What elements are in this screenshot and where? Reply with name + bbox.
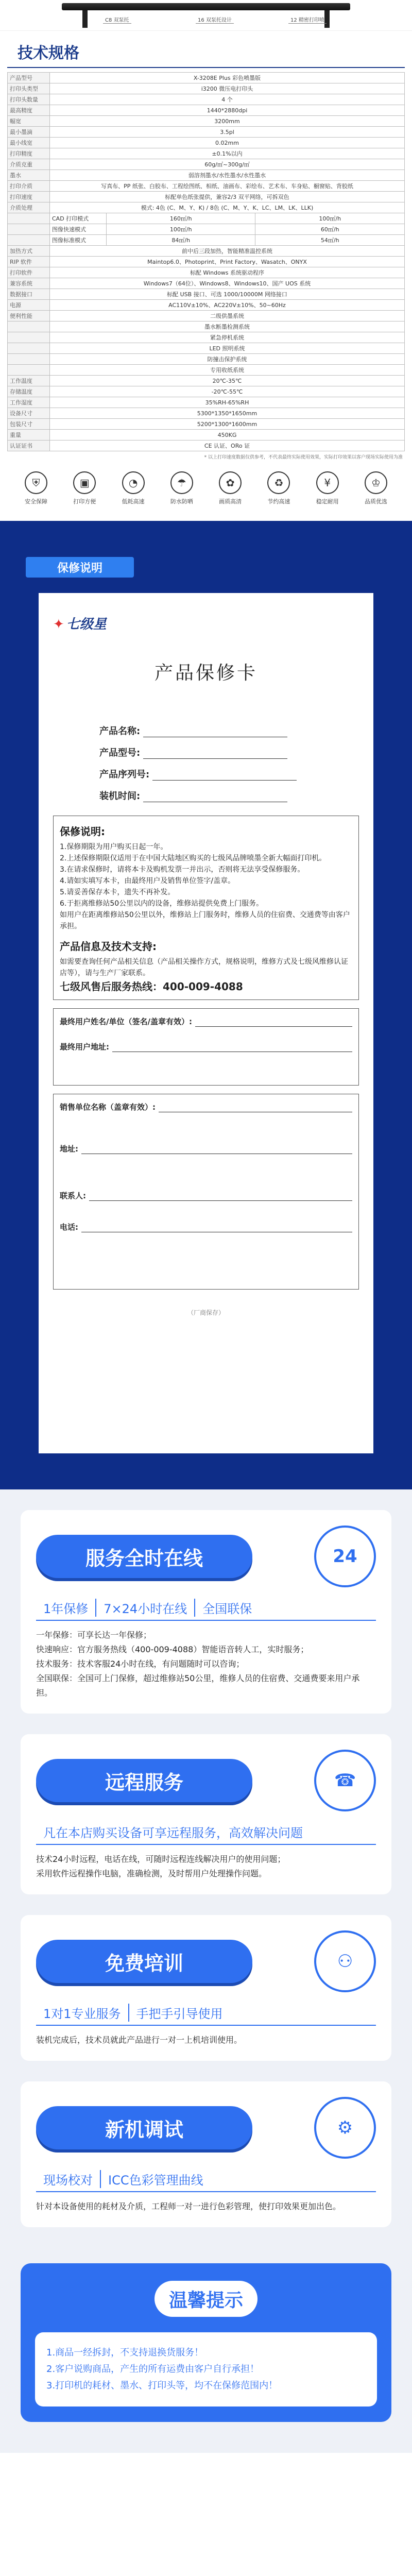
feature-label: 打印方便 [73,498,96,505]
tips-wrapper [0,2263,412,2453]
spec-note: * 以上打印速度数据仅供参考，不代表最终实际使用效果，实际打印效果以客户现场实际使用为准 [204,455,403,460]
spec-value: AC110V±10%、AC220V±10%、50~60Hz [50,300,405,311]
spec-value: -20℃-55℃ [50,386,405,397]
spec-key [8,235,50,246]
spec-value: 5300*1350*1650mm [50,408,405,419]
spec-value: 前中后三段加热，智能精准温控系统 [50,246,405,257]
spec-value: 标配单色纸张提供，兼容2/3 双平网络，可拆双色 [50,192,405,202]
spec-row [8,430,405,440]
spec-key: 打印介质 [8,181,50,192]
spec-row [8,170,405,181]
spec-key: 产品型号 [8,73,50,83]
term-item: 6.于拒离维修站50公里以内的设备，维修站提供免费上门服务。 [60,900,264,908]
spec-key [8,365,50,376]
spec-key: 打印速度 [8,192,50,202]
spec-speed-sub: 图像快速模式 [50,224,107,235]
feature-item [210,471,251,505]
spec-row [8,192,405,202]
panel-text [36,2033,376,2047]
spec-key [8,332,50,343]
spec-value: 0.02mm [50,138,405,148]
term-item: 4.请如实填写本卡，由最终用户及销售单位签字/盖章。 [60,877,235,885]
spec-row [8,267,405,278]
term-item: 3.在请求保修时，请将本卡及购机发票一并出示，否则将无法享受保修服务。 [60,866,305,874]
info-product-name: 产品名称: [99,716,359,737]
panel-text-line: 快速响应：官方服务热线（400-009-4088）智能语音转人工，实时服务； [36,1645,309,1654]
spec-speed-a: 160㎡/h [107,213,255,224]
spec-value: 60g/㎡~300g/㎡ [50,159,405,170]
dealer-form [53,1094,359,1290]
spec-row [8,202,405,213]
support-title: 产品信息及技术支持: [60,940,157,953]
spec-row [8,94,405,105]
panel-text [36,1852,376,1881]
spec-speed-sub: 图像标准模式 [50,235,107,246]
crown-icon: ♔ [365,471,387,494]
terms-title: 保修说明: [60,825,105,838]
spec-row [8,321,405,332]
spec-speed-b: 60㎡/h [255,224,405,235]
spec-row [8,376,405,386]
spec-speed-sub: CAD 打印模式 [50,213,107,224]
coin-icon: ¥ [316,471,339,494]
spec-key: 工作温度 [8,376,50,386]
spec-value: 3.5pl [50,127,405,138]
spec-row [8,354,405,365]
spec-key: 重量 [8,430,50,440]
warranty-section [0,521,412,1489]
spec-value: 写真布、PP 纸张、白胶布、工程绘图纸、相纸、油画布、彩绘布、艺术布、车身贴、橱窗贴、背胶纸 [50,181,405,192]
spec-key: 墨水 [8,170,50,181]
spec-row [8,397,405,408]
logo-text: 七级星 [66,617,107,632]
service-panel [21,1510,391,1714]
panel-title: 远程服务 [36,1759,252,1802]
panel-title: 服务全时在线 [36,1535,252,1578]
spec-row [8,159,405,170]
spec-value: X-3208E Plus 彩色喷墨版 [50,73,405,83]
printer-callout: 12 精密打印喷 [288,15,327,24]
service-panel [21,2081,391,2227]
warranty-card [39,593,373,1453]
print-icon: ✿ [219,471,242,494]
spec-row [8,419,405,430]
spec-key [8,213,50,224]
spec-value: 450KG [50,430,405,440]
spec-key: 打印头数量 [8,94,50,105]
spec-value: 专用收纸系统 [50,365,405,376]
spec-row [8,83,405,94]
spec-value: 20℃-35℃ [50,376,405,386]
spec-key: 存储温度 [8,386,50,397]
dealer-phone-field[interactable]: 电话: [60,1222,352,1232]
panel-head [36,2097,376,2159]
feature-item [64,471,105,505]
dealer-name-field[interactable]: 销售单位名称（盖章有效）: [60,1101,352,1112]
spec-key: 打印头类型 [8,83,50,94]
printer-callout: 16 双泵托设计 [196,15,234,24]
spec-value: 1440*2880dpi [50,105,405,116]
end-user-name-field[interactable]: 最终用户姓名/单位（签名/盖章有效）: [60,1016,352,1027]
spec-speed-row [8,224,405,235]
stamp-note: （厂商保存） [187,1309,225,1316]
spec-row [8,278,405,289]
spec-key [8,343,50,354]
spec-key: RIP 软件 [8,257,50,267]
spec-key: 设备尺寸 [8,408,50,419]
spec-key: 加热方式 [8,246,50,257]
spec-row [8,343,405,354]
spec-value: 二级供墨系统 [50,311,405,321]
tagline-item: 1对1专业服务 [43,2007,121,2021]
feature-item [355,471,397,505]
info-serial: 产品序列号: [99,759,359,781]
spec-value: 35%RH-65%RH [50,397,405,408]
shield-icon: ⛨ [25,471,47,494]
panel-tagline [36,1599,376,1621]
panel-title: 免费培训 [36,1940,252,1983]
spec-row [8,105,405,116]
spec-value: Maintop6.0、Photoprint、Print Factory、Wasatch、ONYX [50,257,405,267]
spec-key [8,354,50,365]
tips-panel [21,2263,391,2422]
spec-key: 介质处理 [8,202,50,213]
spec-row [8,311,405,321]
feature-label: 品质优选 [364,498,387,505]
spec-row [8,116,405,127]
spec-row [8,408,405,419]
phone-24-icon: 24 [314,1526,376,1587]
dealer-contact-field[interactable]: 联系人: [60,1190,352,1201]
spec-value: 3200mm [50,116,405,127]
spec-row [8,127,405,138]
product-info [99,716,359,802]
panel-text-line: 技术24小时远程，电话在线，可随时远程连线解决用户的使用问题； [36,1854,286,1864]
tagline-item: 7×24小时在线 [95,1599,194,1617]
spec-row [8,440,405,451]
debug-icon: ⚙ [314,2097,376,2159]
spec-key: 打印精度 [8,148,50,159]
waterproof-icon: ☂ [170,471,193,494]
spec-row [8,181,405,192]
spec-row [8,289,405,300]
spec-key: 工作湿度 [8,397,50,408]
spec-key: 打印软件 [8,267,50,278]
spec-key: 最高精度 [8,105,50,116]
card-title: 产品保修卡 [154,663,258,684]
tagline-item: 凡在本店购买设备可享远程服务，高效解决问题 [43,1826,303,1840]
feature-label: 稳定耐用 [316,498,339,505]
spec-row [8,365,405,376]
panel-text [36,1628,376,1700]
panel-text-line: 针对本设备使用的耗材及介质，工程师一对一进行色彩管理，使打印效果更加出色。 [36,2201,341,2211]
term-item: 2.上述保修期限仅适用于在中国大陆地区购买的七级风品牌喷墨全新大幅面打印机。 [60,854,327,862]
spec-value: 防撞击保护系统 [50,354,405,365]
spec-speed-a: 100㎡/h [107,224,255,235]
panel-head [36,1930,376,1992]
panel-text-line: 装机完成后，技术员就此产品进行一对一上机培训使用。 [36,2035,243,2045]
spec-key [8,321,50,332]
feature-label: 防水防晒 [170,498,193,505]
panel-title: 新机调试 [36,2106,252,2149]
warranty-tag: 保修说明 [26,557,134,578]
spec-speed-b: 54㎡/h [255,235,405,246]
spec-value: Windows7（64位）、Windows8、Windows10、国产 UOS 系统 [50,278,405,289]
feature-item [258,471,299,505]
support-text: 如需要查询任何产品相关信息（产品相关操作方式，规格说明，维修方式及七级风维修认证店等），请与生产厂家联系。 [60,958,348,977]
spec-key: 最小墨滴 [8,127,50,138]
spec-value: ±0.1%以内 [50,148,405,159]
feature-item [15,471,57,505]
panel-head [36,1750,376,1811]
fuel-icon: ◔ [122,471,145,494]
spec-speed-row [8,235,405,246]
feature-item [161,471,202,505]
spec-row [8,246,405,257]
spec-row [8,73,405,83]
spec-value: 4 个 [50,94,405,105]
spec-speed-b: 100㎡/h [255,213,405,224]
spec-value: 墨水断墨检测系统 [50,321,405,332]
feature-item [113,471,154,505]
feature-label: 低耗高速 [122,498,145,505]
spec-value: 紧急停机系统 [50,332,405,343]
spec-title: 技术规格 [7,31,405,68]
panel-text-line: 一年保修：可享长达一年保修； [36,1630,152,1640]
spec-key: 认证证书 [8,440,50,451]
info-product-model: 产品型号: [99,737,359,759]
tip-item: 3.打印机的耗材、墨水、打印头等，均不在保修范围内！ [46,2380,278,2391]
brand-logo [53,614,359,633]
term-item: 如用户在距离维修站50公里以外，维修站上门服务时，维修人员的住宿费、交通费等由客户承担。 [60,911,350,930]
spec-speed-row [8,213,405,224]
spec-key: 便利性能 [8,311,50,321]
term-item: 5.请妥善保存本卡，遗失不再补发。 [60,888,175,896]
spec-table [7,72,405,451]
tips-body [35,2332,377,2406]
panel-text-line: 全国联保：全国可上门保修，超过维修站50公里，维修人员的住宿费、交通费要来用户承担。 [36,1673,360,1698]
term-item: 1.保修期限为用户购买日起一年。 [60,843,168,851]
hotline: 七级风售后服务热线：400-009-4088 [60,980,243,993]
panel-tagline [36,2170,376,2192]
panel-head [36,1526,376,1587]
tagline-item: 全国联保 [194,1599,259,1617]
spec-key: 电源 [8,300,50,311]
tip-item: 2.客户说购商品，产生的所有运费由客户自行承担！ [46,2364,260,2375]
save-icon: ♻ [267,471,290,494]
spec-key: 幅宽 [8,116,50,127]
panel-text-line: 技术服务：技术客服24小时在线，有问题随时可以咨询； [36,1659,245,1669]
service-panel [21,1734,391,1894]
tips-title: 温馨提示 [154,2281,258,2317]
spec-value: LED 照明系统 [50,343,405,354]
tagline-item: 手把手引导使用 [128,2004,230,2022]
tagline-item: 现场校对 [43,2173,93,2188]
panel-text [36,2199,376,2214]
info-install-date: 装机时间: [99,781,359,802]
spec-value: 弱溶剂墨水/水性墨水/水性墨水 [50,170,405,181]
spec-key: 最小线宽 [8,138,50,148]
panel-tagline [36,2004,376,2026]
spec-speed-a: 84㎡/h [107,235,255,246]
tagline-item: 1年保修 [43,1602,89,1616]
warranty-terms [53,816,359,1000]
spec-key: 兼容系统 [8,278,50,289]
printer-image [0,0,412,31]
printer-callout: C8 双泵托 [103,15,131,24]
feature-item [307,471,348,505]
remote-service-icon: ☎ [314,1750,376,1811]
tip-item: 1.商品一经拆封，不支持退换货服务！ [46,2347,204,2358]
spec-value: 模式: 4色 (C、M、Y、K) / 8色 (C、M、Y、K、LC、LM、LK、LLK) [50,202,405,213]
end-user-form [53,1008,359,1086]
spec-value: i3200 微压电打印头 [50,83,405,94]
training-icon: ⚇ [314,1930,376,1992]
service-panel [21,1915,391,2061]
spec-key [8,224,50,235]
feature-label: 画质高清 [219,498,242,505]
spec-key: 介质克重 [8,159,50,170]
spec-section [0,0,412,521]
spec-row [8,386,405,397]
panel-text-line: 采用软件远程操作电脑，准确检测，及时帮用户处理操作问题。 [36,1869,267,1878]
feature-label: 安全保障 [25,498,47,505]
spec-key: 数据接口 [8,289,50,300]
spec-value: 标配 USB 接口、可选 1000/10000M 网络接口 [50,289,405,300]
panel-tagline [36,1823,376,1845]
spec-row [8,300,405,311]
spec-value: CE 认证、ORo 证 [50,440,405,451]
spec-row [8,148,405,159]
spec-value: 5200*1300*1600mm [50,419,405,430]
spec-key: 包装尺寸 [8,419,50,430]
service-section [0,1489,412,2263]
box-icon: ▣ [73,471,96,494]
feature-label: 节约高速 [267,498,290,505]
feature-row [0,460,412,505]
end-user-address-field[interactable]: 最终用户地址: [60,1041,352,1052]
spec-row [8,257,405,267]
dealer-address-field[interactable]: 地址: [60,1143,352,1154]
spec-row [8,332,405,343]
logo-icon: ✦ [53,617,64,632]
spec-value: 标配 Windows 系统驱动程序 [50,267,405,278]
tagline-item: ICC色彩管理曲线 [100,2170,211,2188]
spec-row [8,138,405,148]
